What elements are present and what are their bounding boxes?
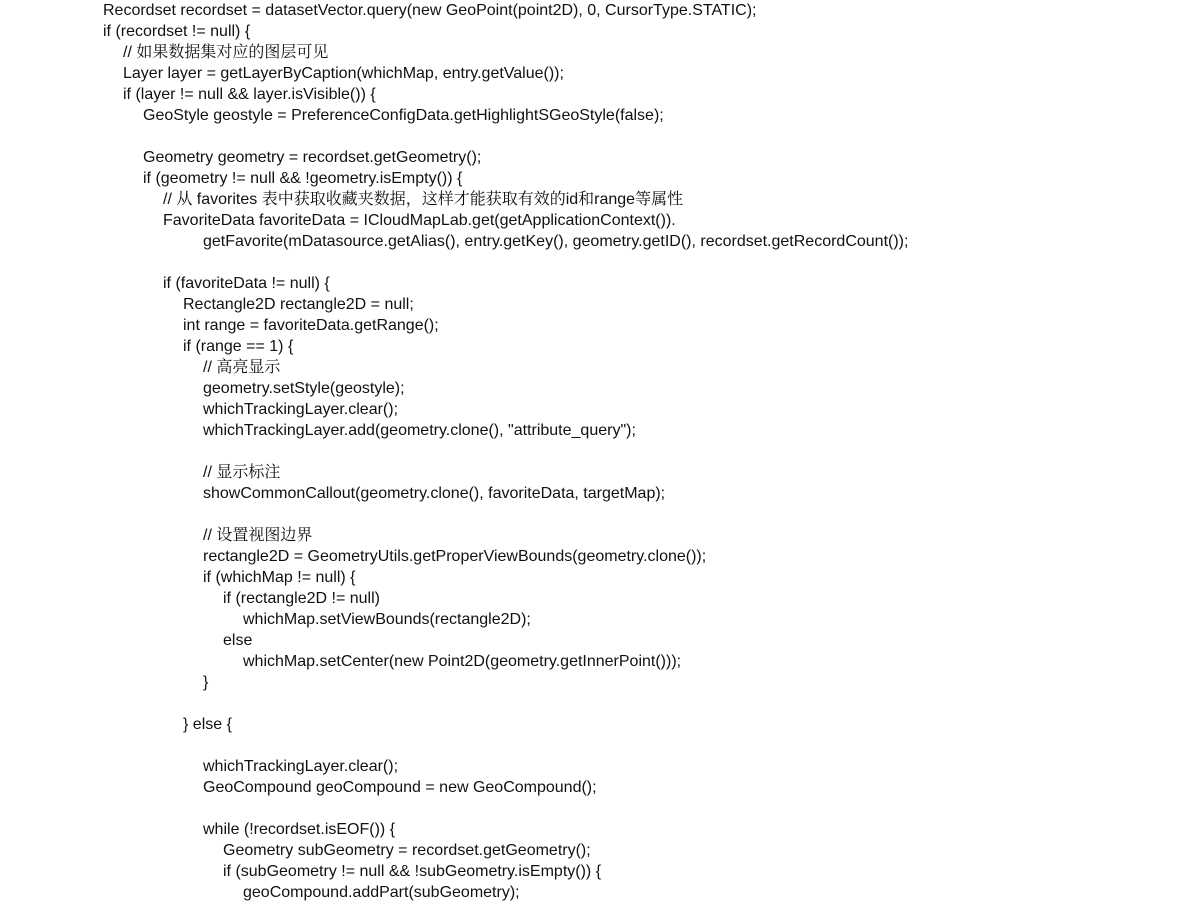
- code-line-37: whichTrackingLayer.clear();: [203, 758, 399, 775]
- code-line-14: if (favoriteData != null) {: [163, 275, 330, 292]
- code-line-16: int range = favoriteData.getRange();: [183, 317, 439, 334]
- code-line-19: geometry.setStyle(geostyle);: [203, 380, 405, 397]
- blank-line: [0, 504, 1195, 525]
- code-comment-1: // 如果数据集对应的图层可见: [123, 44, 329, 61]
- code-comment-4: // 显示标注: [203, 464, 281, 481]
- code-line-41: Geometry subGeometry = recordset.getGeometry();: [223, 842, 591, 859]
- code-line-21: whichTrackingLayer.add(geometry.clone(), "attribute_query");: [203, 422, 636, 439]
- code-line-42: if (subGeometry != null && !subGeometry.isEmpty()) {: [223, 863, 602, 880]
- code-line-33: }: [203, 674, 209, 691]
- code-line-17: if (range == 1) {: [183, 338, 294, 355]
- code-line-12: getFavorite(mDatasource.getAlias(), entry.getKey(), geometry.getID(), recordset.getRecordCount());: [203, 233, 909, 250]
- code-line-24: showCommonCallout(geometry.clone(), favoriteData, targetMap);: [203, 485, 666, 502]
- blank-line: [0, 441, 1195, 462]
- code-line-9: if (geometry != null && !geometry.isEmpty()) {: [143, 170, 463, 187]
- code-line-5: if (layer != null && layer.isVisible()) {: [123, 86, 376, 103]
- code-comment-2: // 从 favorites 表中获取收藏夹数据，这样才能获取有效的id和range等属性: [163, 191, 684, 208]
- code-line-40: while (!recordset.isEOF()) {: [203, 821, 396, 838]
- code-line-29: if (rectangle2D != null): [223, 590, 380, 607]
- code-line-15: Rectangle2D rectangle2D = null;: [183, 296, 414, 313]
- blank-line: [0, 252, 1195, 273]
- blank-line: [0, 693, 1195, 714]
- code-line-4: Layer layer = getLayerByCaption(whichMap, entry.getValue());: [123, 65, 564, 82]
- code-line-35: } else {: [183, 716, 232, 733]
- code-line-30: whichMap.setViewBounds(rectangle2D);: [243, 611, 531, 628]
- code-line-28: if (whichMap != null) {: [203, 569, 356, 586]
- code-line-11: FavoriteData favoriteData = ICloudMapLab.get(getApplicationContext()).: [163, 212, 676, 229]
- code-line-27: rectangle2D = GeometryUtils.getProperViewBounds(geometry.clone());: [203, 548, 707, 565]
- code-line-6: GeoStyle geostyle = PreferenceConfigData.getHighlightSGeoStyle(false);: [143, 107, 664, 124]
- blank-line: [0, 126, 1195, 147]
- code-line-2: if (recordset != null) {: [103, 23, 251, 40]
- code-line-38: GeoCompound geoCompound = new GeoCompound();: [203, 779, 597, 796]
- code-line-32: whichMap.setCenter(new Point2D(geometry.getInnerPoint()));: [243, 653, 682, 670]
- code-line-20: whichTrackingLayer.clear();: [203, 401, 399, 418]
- code-line-43: geoCompound.addPart(subGeometry);: [243, 884, 520, 901]
- code-line-8: Geometry geometry = recordset.getGeometry();: [143, 149, 482, 166]
- blank-line: [0, 735, 1195, 756]
- code-line-31: else: [223, 632, 253, 649]
- blank-line: [0, 798, 1195, 819]
- code-comment-3: // 高亮显示: [203, 359, 281, 376]
- code-line-1: Recordset recordset = datasetVector.query(new GeoPoint(point2D), 0, CursorType.STATIC);: [103, 2, 757, 19]
- code-comment-5: // 设置视图边界: [203, 527, 313, 544]
